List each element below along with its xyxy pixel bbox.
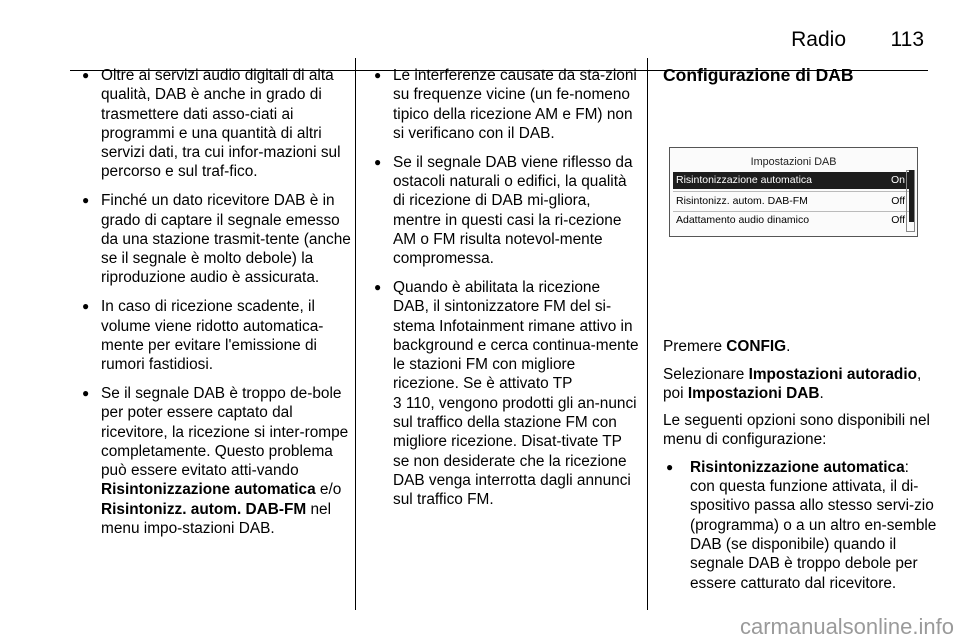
bullet-reflection: ● Se il segnale DAB viene riflesso da ostacoli naturali o edifici, la qualità di ricezione di DAB mi-gliora, mentre in questi casi la ri-cezione AM o FM risulta notevol-mente compromessa. bbox=[371, 153, 639, 269]
bullet-poor-reception: ● In caso di ricezione scadente, il volume viene ridotto automatica-mente per evitare l'emissione di rumori fastidiosi. bbox=[79, 297, 351, 374]
dab-settings-screen-illustration bbox=[663, 103, 927, 305]
bullet-no-interference: ● Le interferenze causate da sta-zioni su frequenze vicine (un fe-nomeno tipico della ricezione AM e FM) non si verificano con il DAB. bbox=[371, 66, 639, 143]
column-divider-1 bbox=[355, 58, 356, 610]
instruction-press-config: Premere CONFIG. bbox=[663, 338, 791, 356]
bullet-dab-weak-signal: ● Finché un dato ricevitore DAB è in grado di captare il segnale emesso da una stazione trasmit-tente (anche se il segnale è molto debole) la riproduzione audio è assicurata. bbox=[79, 191, 351, 287]
chapter-title: Radio bbox=[791, 28, 846, 51]
screen-frame bbox=[669, 147, 918, 237]
bullet-auto-retune-option: ● Risintonizzazione automatica: con questa funzione attivata, il di-spositivo passa allo stesso servi-zio (programma) o a un altro en-semble DAB (se disponibile) quando il segnale DAB è troppo debole per essere catturato dal ricevitore. bbox=[663, 458, 938, 593]
scrollbar-thumb bbox=[909, 170, 914, 222]
page-header bbox=[70, 24, 928, 54]
screen-row-dynamic-audio: Adattamento audio dinamico Off bbox=[676, 214, 905, 227]
screen-row-auto-retune: Risintonizzazione automatica On bbox=[673, 172, 909, 189]
bullet-signal-too-weak: ● Se il segnale DAB è troppo de-bole per poter essere captato dal ricevitore, la ricezione si inter-rompe completamente. Questo problema può essere evitato atti-vando Risintonizzazione automatica e/o Risintonizz. autom. DAB-FM nel menu impo-stazioni DAB. bbox=[79, 384, 351, 538]
instruction-select-settings: Selezionare Impostazioni autoradio, poi Impostazioni DAB. bbox=[663, 365, 922, 402]
screen-title: Impostazioni DAB bbox=[750, 156, 837, 169]
column-2 bbox=[371, 66, 639, 519]
column-divider-2 bbox=[647, 58, 648, 610]
watermark-url: carmanualsonline.info bbox=[739, 614, 954, 639]
column-1 bbox=[79, 66, 351, 548]
bullet-fm-background: ● Quando è abilitata la ricezione DAB, il sintonizzatore FM del si-stema Infotainment rimane attivo in background e cerca continua-mente le stazioni FM con migliore ricezione. Se è attivato TP 3 110, vengono prodotti gli an-nunci sul traffico della stazione FM con migliore ricezione. Disat-tivate TP se non desiderate che la ricezione DAB venga interrotta dagli annunci sul traffico FM. bbox=[371, 278, 639, 510]
screen-row-dab-fm: Risintonizz. autom. DAB-FM Off bbox=[676, 195, 905, 208]
term-risintonizz-dab-fm: Risintonizz. autom. DAB-FM bbox=[101, 500, 307, 518]
term-risintonizzazione-automatica: Risintonizzazione automatica bbox=[101, 481, 316, 499]
column-3 bbox=[663, 66, 938, 602]
page-number: 113 bbox=[890, 28, 924, 51]
bullet-dab-data-services: ● Oltre ai servizi audio digitali di alta qualità, DAB è anche in grado di trasmettere dati asso-ciati ai programmi e una quantità di altri servizi dati, tra cui infor-mazioni sul percorso e sul traf-fico. bbox=[79, 66, 351, 182]
section-title: Configurazione di DAB bbox=[663, 65, 854, 85]
options-intro: Le seguenti opzioni sono disponibili nel menu di configurazione: bbox=[663, 412, 930, 449]
page-reference: 3 110, vengono prodotti gli an-nunci sul traffico della stazione FM con migliore ricezione. Disat-tivate TP se non desiderate che la ricezione DAB venga interrotta dagli annunci sul traffico FM. bbox=[393, 394, 637, 509]
row-separator bbox=[673, 191, 909, 192]
